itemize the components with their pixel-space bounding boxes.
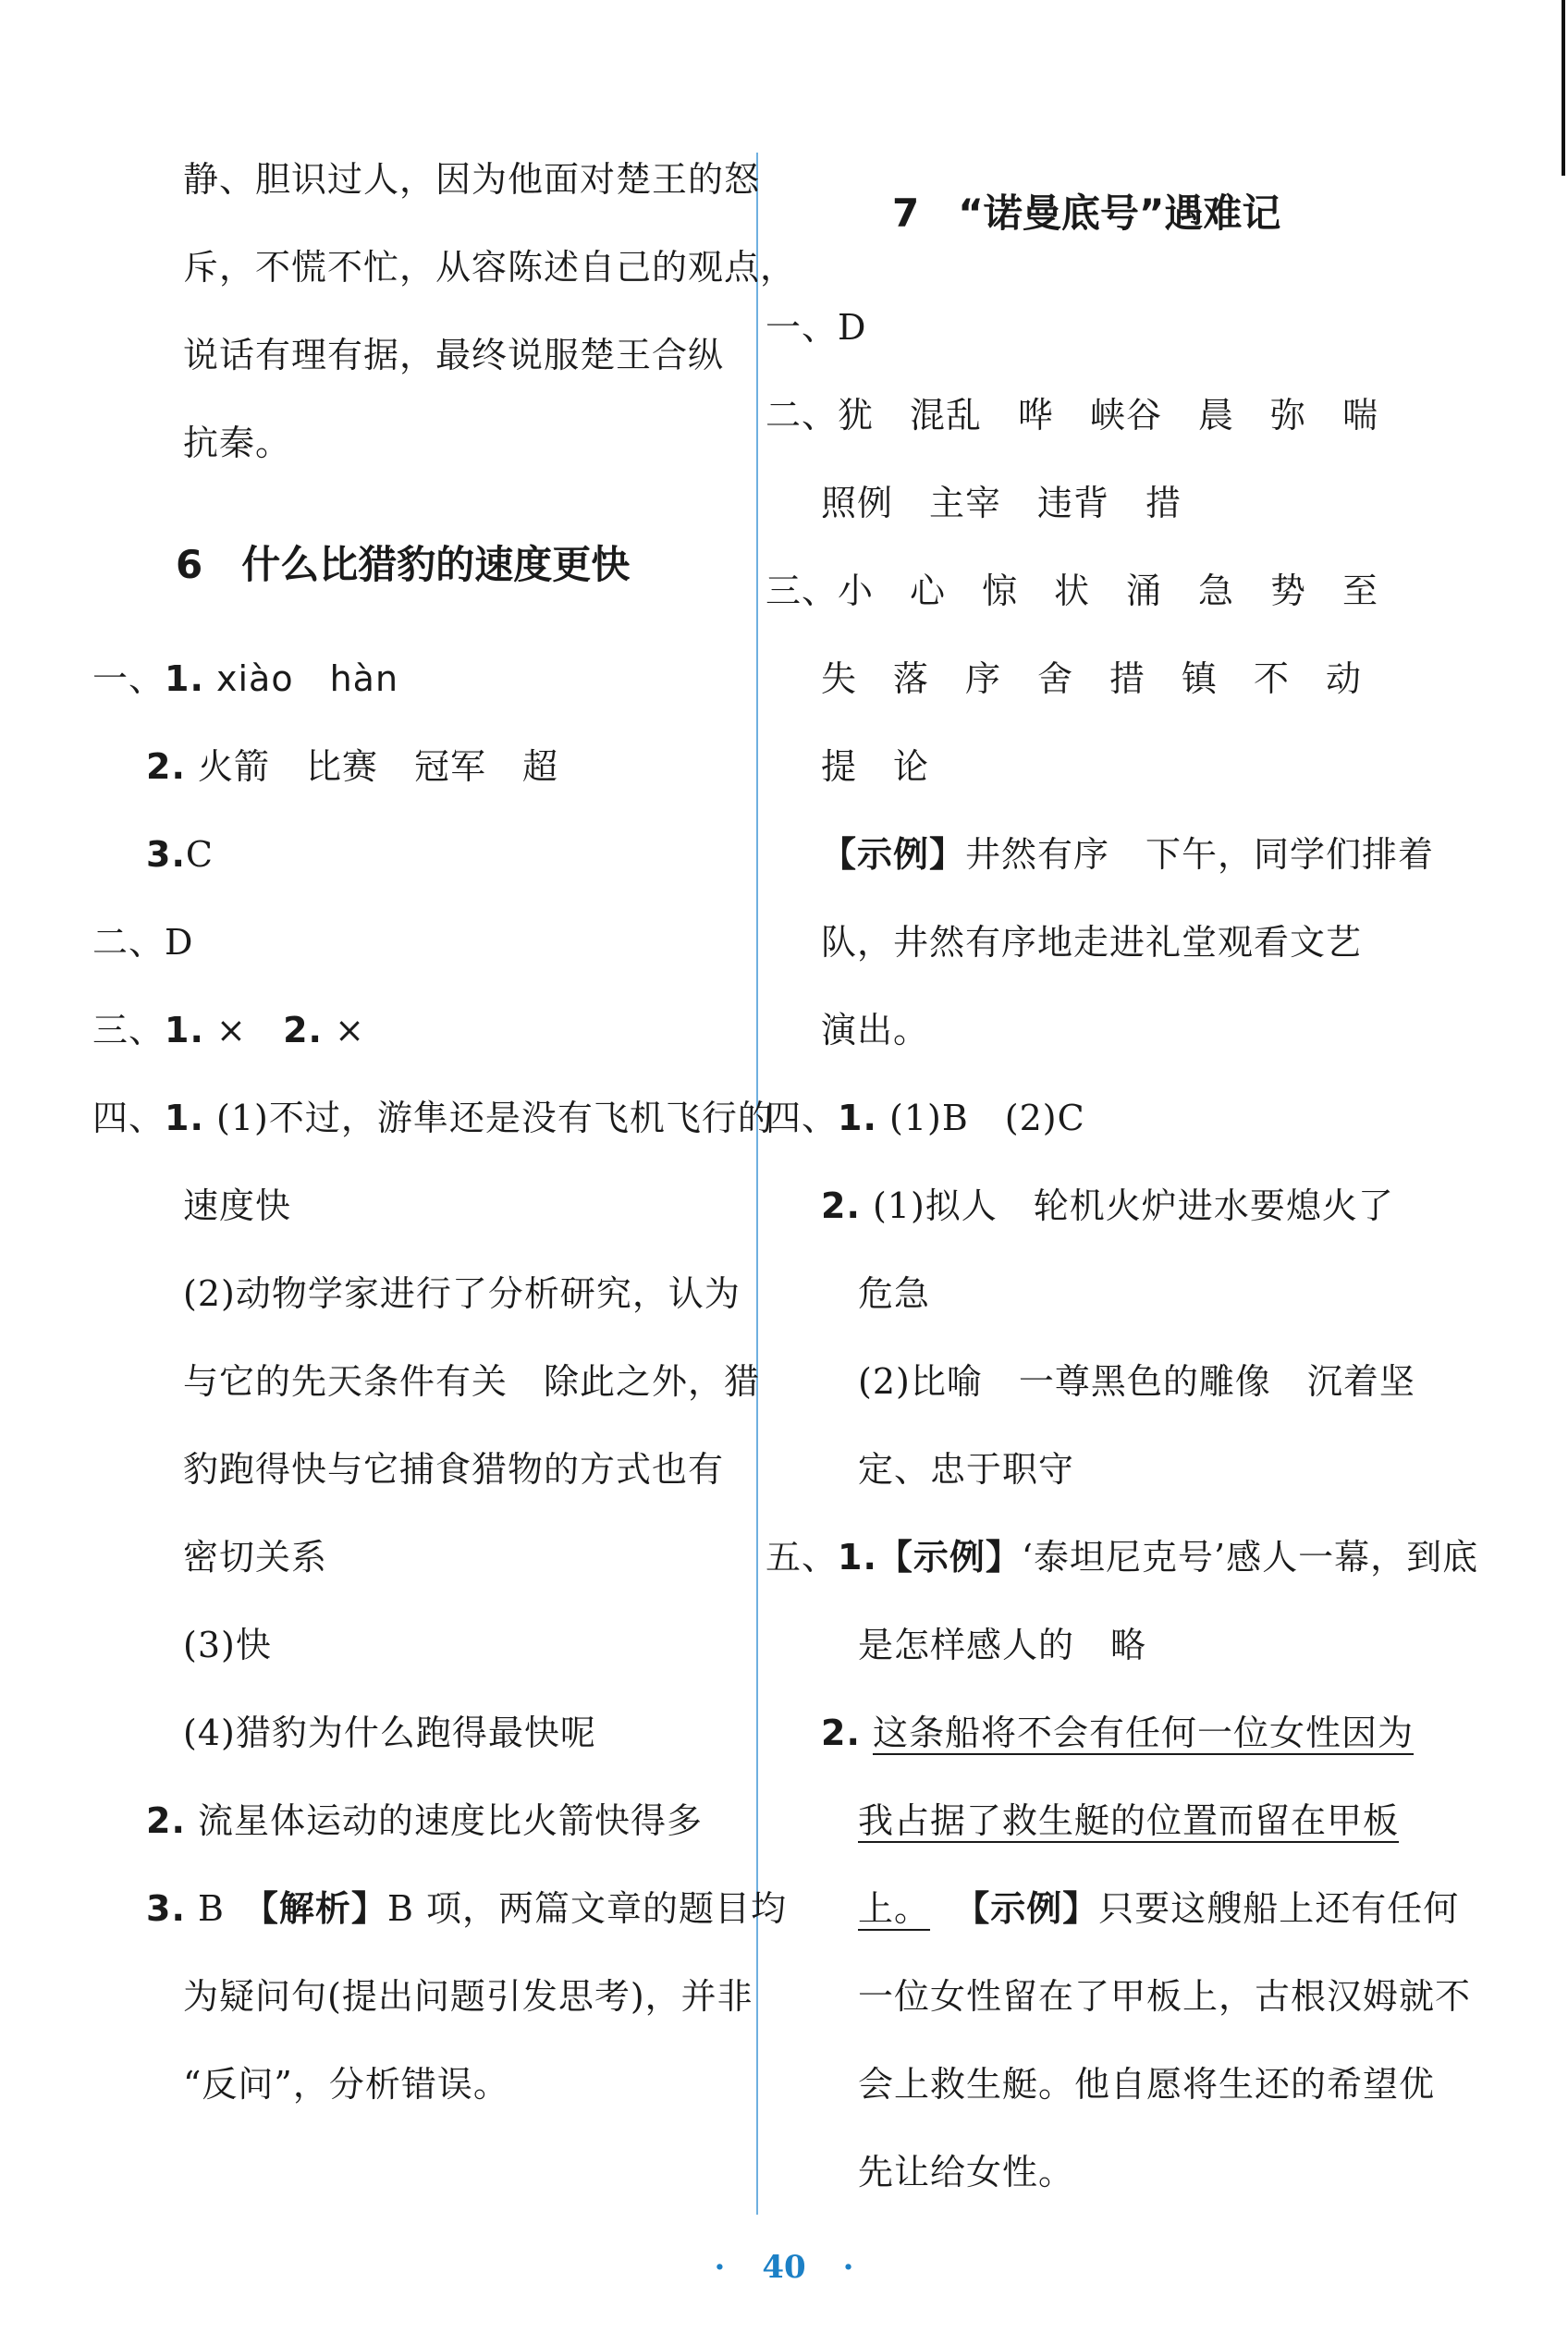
s6-q3-ans1: ×: [216, 1010, 247, 1050]
s6-q4-l2: 速度快: [183, 1185, 292, 1226]
s7-q1: 一、D: [766, 307, 867, 348]
s6-q4-ans3-l2: 为疑问句(提出问题引发思考)，并非: [183, 1976, 753, 2017]
page-footer: [0, 2249, 1568, 2286]
s7-q3-ex-row1: [821, 832, 1434, 877]
s6-q1-pinyin: xiào hàn: [216, 658, 399, 699]
s6-q4-ans3-pre: B: [197, 1888, 261, 1929]
footer-dot-left: ·: [714, 2249, 726, 2286]
s6-q4-l6: 密切关系: [183, 1537, 328, 1578]
s7-q3-row1: [766, 569, 1378, 613]
s7-q5-ans2-l2-text: 我占据了救生艇的位置而留在甲板: [858, 1800, 1400, 1841]
s7-q5-ans2-l3-text: 只要这艘船上还有任何: [1098, 1888, 1460, 1929]
s7-q5-num2: 2.: [821, 1713, 861, 1753]
s7-q5-row1: [766, 1535, 1478, 1579]
s6-q3: [92, 1008, 365, 1052]
s6-q1-ans3: C: [185, 834, 214, 875]
carry-line-2: 斥，不慌不忙，从容陈述自己的观点，: [183, 247, 797, 288]
carry-line-3: 说话有理有据，最终说服楚王合纵: [183, 335, 725, 375]
s7-q2-row1: [766, 393, 1378, 437]
s6-q4-l5: 豹跑得快与它捕食猎物的方式也有: [183, 1449, 725, 1490]
s7-q4-num2: 2.: [821, 1185, 861, 1226]
s6-q2: 二、D: [92, 922, 194, 963]
s6-q1-row1: [92, 657, 398, 701]
s7-q5-ans2-l4: 一位女性留在了甲板上，古根汉姆就不: [858, 1976, 1472, 2017]
example-tag-3: 【示例】: [954, 1888, 1099, 1929]
footer-dot-right: ·: [842, 2249, 854, 2286]
s6-q3-ans2: ×: [335, 1010, 365, 1050]
s7-q5-row2: [821, 1711, 1414, 1755]
s7-q3-l1: 小 心 惊 状 涌 急 势 至: [838, 571, 1379, 611]
s7-q2-l2: 照例 主宰 违背 措: [821, 483, 1182, 523]
s6-q1-num1: 1.: [165, 658, 204, 699]
s6-q4-l8: (4)猎豹为什么跑得最快呢: [183, 1713, 596, 1753]
s7-q5-ans2-l6: 先让给女性。: [858, 2152, 1075, 2192]
s7-q5-ans2-l3u: 上。: [858, 1888, 931, 1929]
s7-q3-ex-l2: 队，井然有序地走进礼堂观看文艺: [821, 922, 1363, 963]
page-number: 40: [762, 2249, 806, 2286]
s6-q4-l1: (1)不过，游隼还是没有飞机飞行的: [216, 1098, 774, 1138]
s7-q5-ans1-l2: 是怎样感人的 略: [858, 1625, 1147, 1665]
analysis-tag: 【解析】: [260, 1888, 387, 1929]
s7-q4-ans2-l4: 定、忠于职守: [858, 1449, 1075, 1490]
s7-q5-ans2-l2: [858, 1799, 1399, 1843]
s7-q4-row1: [766, 1096, 1085, 1140]
s6-q1-num2: 2.: [146, 746, 186, 787]
s7-q4-num1: 1.: [838, 1098, 877, 1138]
s7-q4-ans2-l3: (2)比喻 一尊黑色的雕像 沉着坚: [858, 1361, 1415, 1402]
s7-q5-label: 五、: [766, 1537, 839, 1578]
s6-q4-num2: 2.: [146, 1800, 186, 1841]
s7-q4-ans1: (1)B (2)C: [889, 1098, 1085, 1138]
s7-q5-num1: 1.: [838, 1537, 877, 1578]
s7-q3-label: 三、: [766, 571, 839, 611]
s7-q4-label: 四、: [766, 1098, 839, 1138]
s7-q2-l1: 犹 混乱 哗 峡谷 晨 弥 喘: [838, 395, 1379, 436]
s7-q3-l3: 提 论: [821, 746, 930, 787]
s6-q4-row2: [146, 1799, 703, 1843]
s7-q5-ans2-l1: 这条船将不会有任何一位女性因为: [872, 1713, 1414, 1753]
s6-q4-row1: [92, 1096, 774, 1140]
s6-q4-ans3-l3: “反问”，分析错误。: [183, 2064, 509, 2105]
s6-q1-ans2: 火箭 比赛 冠军 超: [197, 746, 558, 787]
s7-q4-ans2-l2: 危急: [858, 1273, 931, 1314]
s7-q3-ex-l1: 井然有序 下午，同学们排着: [965, 834, 1435, 875]
s7-q5-ans1-l1: ‘泰坦尼克号’感人一幕，到底: [1021, 1537, 1479, 1578]
scan-edge-bar: [1562, 0, 1565, 176]
s6-q4-num1: 1.: [165, 1098, 204, 1138]
s6-q4-ans2: 流星体运动的速度比火箭快得多: [197, 1800, 703, 1841]
s6-q3-num1: 1.: [165, 1010, 204, 1050]
s6-q3-num2: 2.: [283, 1010, 323, 1050]
s7-q5-ans2-l5: 会上救生艇。他自愿将生还的希望优: [858, 2064, 1436, 2105]
s7-q4-row2: [821, 1184, 1394, 1228]
s7-q4-ans2-l1: (1)拟人 轮机火炉进水要熄火了: [872, 1185, 1394, 1226]
s6-q4-l3: (2)动物学家进行了分析研究，认为: [183, 1273, 741, 1314]
s6-q4-ans3-l1: B 项，两篇文章的题目均: [386, 1888, 787, 1929]
s6-q3-label: 三、: [92, 1010, 165, 1050]
section-6-title: 6 什么比猎豹的速度更快: [176, 542, 631, 587]
section-7-title: 7 “诺曼底号”遇难记: [892, 190, 1281, 236]
s6-q4-row3: [146, 1886, 787, 1931]
s7-q3-ex-l3: 演出。: [821, 1010, 930, 1050]
s6-q4-num3: 3.: [146, 1888, 186, 1929]
carry-line-4: 抗秦。: [183, 423, 292, 463]
s6-q4-label: 四、: [92, 1098, 165, 1138]
s6-q4-l7: (3)快: [183, 1625, 272, 1665]
s6-q1-num3: 3.: [146, 834, 186, 875]
s7-q5-ans2-l3: [858, 1886, 1459, 1931]
s6-q1-row3: [146, 832, 214, 877]
example-tag: 【示例】: [821, 834, 966, 875]
s6-q1-row2: [146, 744, 558, 789]
s6-q4-l4: 与它的先天条件有关 除此之外，猎: [183, 1361, 761, 1402]
s6-q1-label: 一、: [92, 658, 165, 699]
s7-q2-label: 二、: [766, 395, 839, 436]
carry-line-1: 静、胆识过人，因为他面对楚王的怒: [183, 159, 761, 200]
example-tag-2: 【示例】: [876, 1537, 1022, 1578]
s7-q3-l2: 失 落 序 舍 措 镇 不 动: [821, 658, 1363, 699]
